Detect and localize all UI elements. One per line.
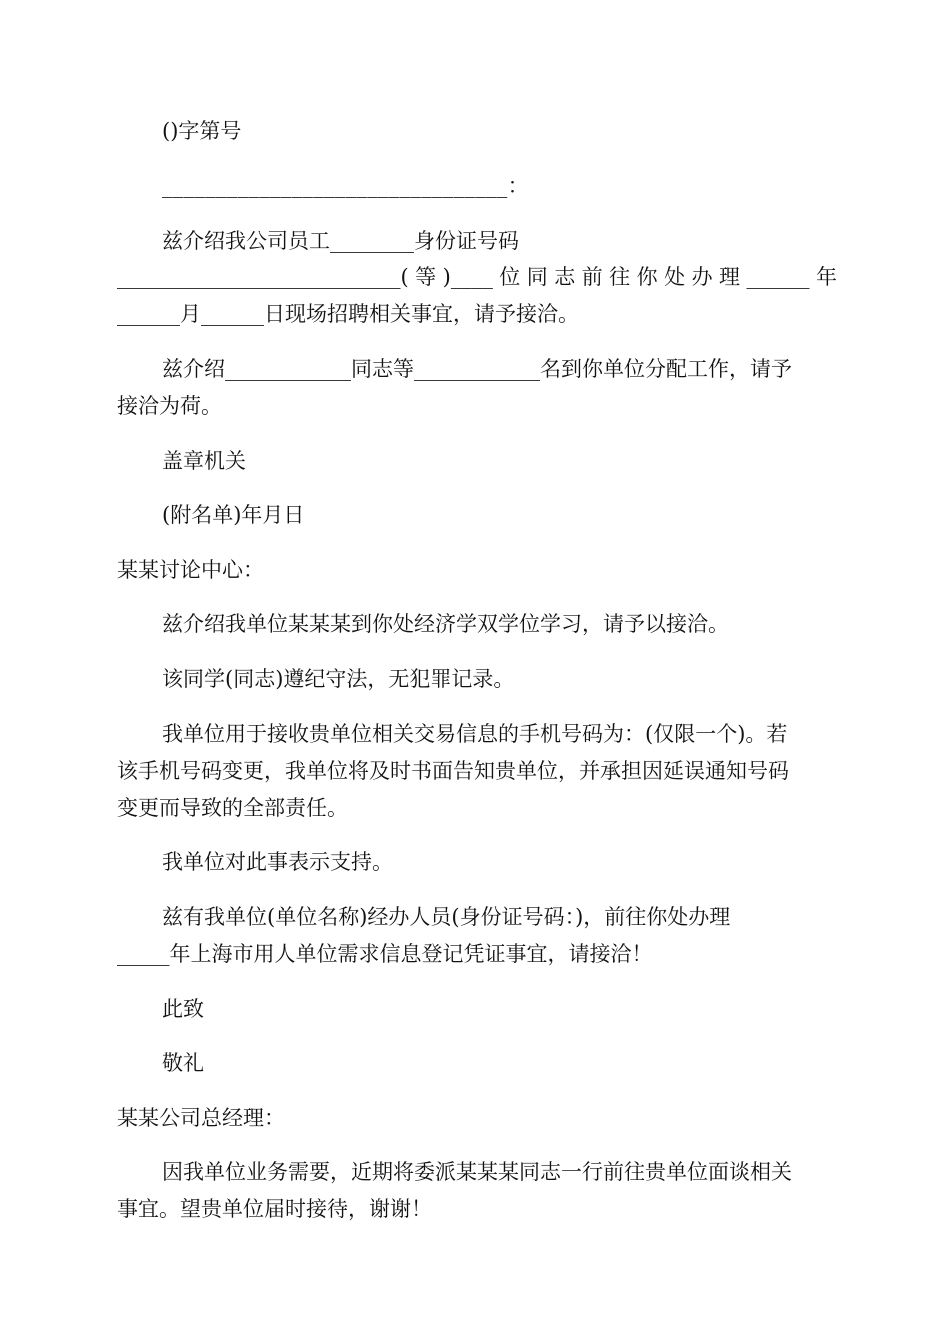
- letter4-body-line1: 因我单位业务需要，近期将委派某某某同志一行前往贵单位面谈相关: [162, 1160, 792, 1184]
- letter3-body4: 我单位对此事表示支持。: [162, 850, 393, 874]
- letter2-line1: 兹介绍____________同志等____________名到你单位分配工作，请予: [162, 357, 792, 381]
- letter1-line2: ___________________________(等)____位同志前往你处办理______年: [117, 265, 837, 289]
- letter3-salutation: 某某讨论中心：: [117, 558, 264, 582]
- letter3-body1: 兹介绍我单位某某某到你处经济学双学位学习，请予以接洽。: [162, 612, 729, 636]
- letter3-body2: 该同学(同志)遵纪守法，无犯罪记录。: [162, 667, 515, 691]
- seal-authority: 盖章机关: [162, 449, 246, 473]
- letter3-body5-line2: _____年上海市用人单位需求信息登记凭证事宜，请接洽！: [117, 942, 653, 966]
- reference-number: ()字第号: [162, 119, 242, 143]
- letter4-salutation: 某某公司总经理：: [117, 1106, 285, 1130]
- letter1-line1: 兹介绍我公司员工________身份证号码: [162, 229, 519, 253]
- addressee-blank: ________________________________: [162, 174, 508, 198]
- letter3-body3-line1: 我单位用于接收贵单位相关交易信息的手机号码为：(仅限一个)。若: [162, 722, 788, 746]
- closing-respectfully: 此致: [162, 997, 204, 1021]
- attachment-date: (附名单)年月日: [162, 503, 305, 527]
- addressee-line: [162, 171, 882, 201]
- letter3-body3-line2: 该手机号码变更，我单位将及时书面告知贵单位，并承担因延误通知号码: [117, 759, 789, 783]
- letter1-line3: ______月______日现场招聘相关事宜，请予接洽。: [117, 302, 579, 326]
- letter2-line2: 接洽为荷。: [117, 394, 222, 418]
- addressee-colon: ：: [507, 174, 529, 198]
- closing-regards: 敬礼: [162, 1051, 204, 1075]
- letter3-body5-line1: 兹有我单位(单位名称)经办人员(身份证号码：)，前往你处办理: [162, 905, 731, 929]
- letter4-body-line2: 事宜。望贵单位届时接待，谢谢！: [117, 1197, 432, 1221]
- letter3-body3-line3: 变更而导致的全部责任。: [117, 796, 348, 820]
